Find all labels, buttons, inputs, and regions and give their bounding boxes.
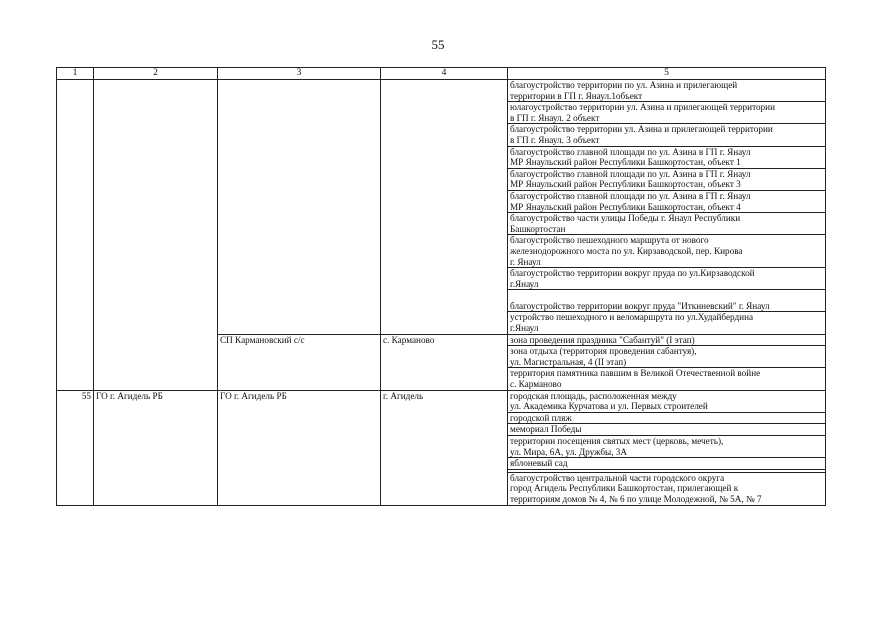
- territory-cell: [508, 334, 826, 346]
- territory-line: г.Янаул: [510, 323, 539, 334]
- territory-line: территории посещения святых мест (церковь, мечеть),: [510, 436, 724, 446]
- territory-cell: [508, 213, 826, 235]
- territory-line: благоустройство части улицы Победы г. Янаул Республики: [510, 213, 741, 224]
- territory-line: МР Янаульский район Республики Башкортостан, объект 4: [510, 201, 741, 212]
- settlement-cell: [218, 80, 381, 335]
- territory-line: зона отдыха (территория проведения сабантуя),: [510, 346, 697, 357]
- territory-line: территория памятника павшим в Великой Отечественной войне: [510, 368, 761, 379]
- table-row: [57, 80, 826, 102]
- table-body: [57, 80, 826, 506]
- row-number-cell: [57, 80, 94, 391]
- header-col-3: 3: [218, 68, 381, 80]
- locality-cell: с. Карманово: [381, 334, 508, 390]
- territory-line: МР Янаульский район Республики Башкортостан, объект 1: [510, 157, 741, 168]
- territory-line: ул. Магистральная, 4 (II этап): [510, 356, 627, 367]
- territory-line: благоустройство главной площади по ул. Азина в ГП г. Янаул: [510, 190, 751, 201]
- territory-cell: [508, 368, 826, 390]
- territory-line: в ГП г. Янаул. 3 объект: [510, 134, 600, 145]
- territory-line: город Агидель Республики Башкортостан, прилегающей к: [510, 483, 739, 494]
- territory-line: [510, 290, 823, 301]
- territory-line: благоустройство территории вокруг пруда по ул.Кирзаводской: [510, 268, 755, 279]
- territory-line: с. Карманово: [510, 379, 562, 390]
- territory-line: благоустройство центральной части городского округа: [510, 472, 725, 483]
- territory-cell: [508, 80, 826, 102]
- locality-cell: [381, 80, 508, 335]
- header-col-4: 4: [381, 68, 508, 80]
- territory-cell: [508, 412, 826, 424]
- territory-line: городская площадь, расположенная между: [510, 390, 677, 401]
- settlement-cell: ГО г. Агидель РБ: [218, 390, 381, 505]
- territory-line: ул. Мира, 6А, ул. Дружбы, 3А: [510, 446, 628, 457]
- settlement-cell: СП Кармановский с/с: [218, 334, 381, 390]
- territory-line: благоустройство территории ул. Азина и прилегающей территории: [510, 124, 773, 135]
- municipality-cell: ГО г. Агидель РБ: [94, 390, 218, 505]
- territory-cell: [508, 190, 826, 212]
- territory-cell: [508, 436, 826, 458]
- territory-cell: [508, 290, 826, 312]
- territory-cell: [508, 124, 826, 146]
- territory-cell: [508, 235, 826, 268]
- territory-cell: [508, 146, 826, 168]
- header-col-1: 1: [57, 68, 94, 80]
- territory-cell: [508, 312, 826, 334]
- header-col-5: 5: [508, 68, 826, 80]
- row-number-cell: 55: [57, 390, 94, 505]
- municipality-cell: [94, 80, 218, 391]
- territory-line: ул. Академика Курчатова и ул. Первых строителей: [510, 401, 708, 412]
- territory-line: яблоневый сад: [510, 458, 568, 469]
- territory-cell: [508, 102, 826, 124]
- territory-cell: [508, 458, 826, 470]
- page-number: 55: [431, 37, 445, 52]
- territory-line: территории в ГП г. Янаул.1объект: [510, 90, 643, 101]
- territory-cell: [508, 472, 826, 505]
- locality-cell: г. Агидель: [381, 390, 508, 505]
- territory-line: благоустройство главной площади по ул. Азина в ГП г. Янаул: [510, 168, 751, 179]
- territory-cell: [508, 424, 826, 436]
- territory-line: г. Янаул: [510, 256, 541, 267]
- territory-line: мемориал Победы: [510, 424, 582, 435]
- territory-line: устройство пешеходного и веломаршрута по ул.Худайбердина: [510, 312, 754, 323]
- header-row: [57, 68, 826, 80]
- territory-line: благоустройство главной площади по ул. Азина в ГП г. Янаул: [510, 146, 751, 157]
- territory-line: юлагоустройство территорин ул. Азина и прилегающей территории: [510, 102, 775, 113]
- territory-line: благоустройство территории по ул. Азина и прилегающей: [510, 80, 738, 90]
- territory-line: благоустройство пешеходного маршрута от нового: [510, 235, 709, 246]
- territory-line: г.Янаул: [510, 278, 539, 289]
- territory-cell: [508, 168, 826, 190]
- territory-line: МР Янаульский район Республики Башкортостан, объект 3: [510, 179, 741, 190]
- territory-line: железнодорожного моста по ул. Кирзаводской, пер. Кирова: [510, 245, 743, 256]
- table-row: [57, 390, 826, 412]
- territory-cell: [508, 390, 826, 412]
- territory-cell: [508, 268, 826, 290]
- header-col-2: 2: [94, 68, 218, 80]
- territory-line: зона проведения праздника "Сабантуй" (I этап): [510, 334, 695, 345]
- territory-cell: [508, 346, 826, 368]
- territory-line: в ГП г. Янаул. 2 объект: [510, 112, 600, 123]
- territory-line: территориям домов № 4, № 6 по улице Молодежной, № 5А, № 7: [510, 493, 762, 504]
- territory-line: Башкортостан: [510, 223, 566, 234]
- territory-line: благоустройство территории вокруг пруда "Иткиневский" г. Янаул: [510, 300, 770, 311]
- register-table: [56, 67, 826, 506]
- territory-line: городской пляж: [510, 412, 572, 423]
